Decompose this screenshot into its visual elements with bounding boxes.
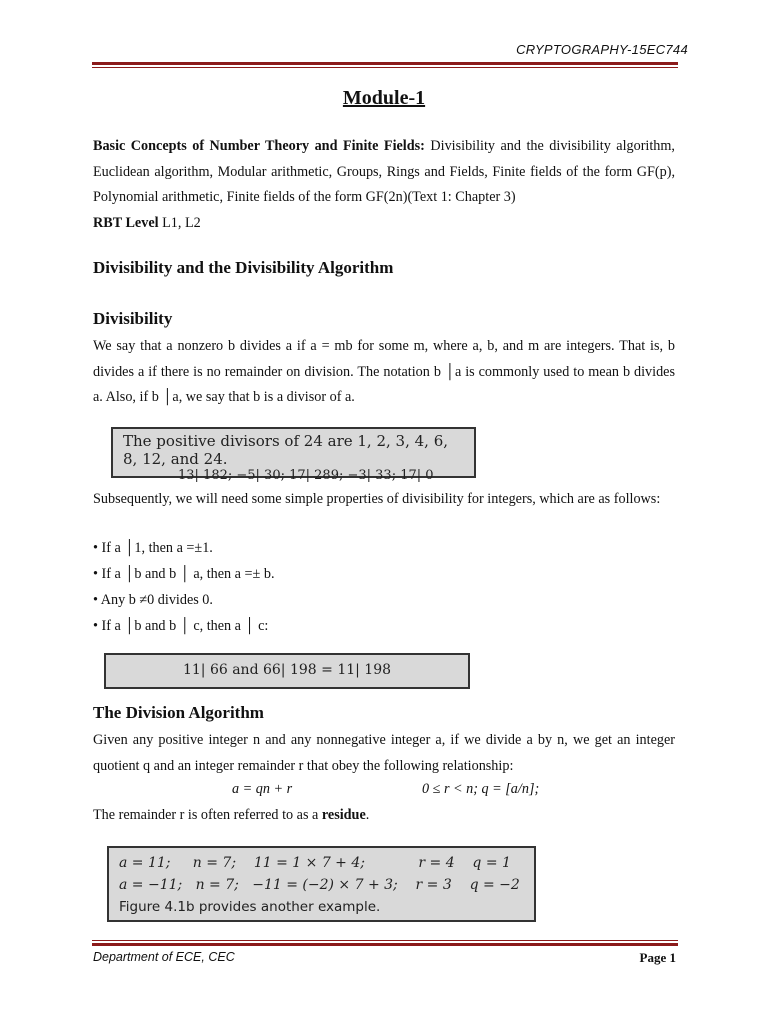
header-course-title: CRYPTOGRAPHY-15EC744	[516, 42, 688, 57]
header-rule-thin	[92, 67, 678, 68]
box1-line2: 13| 182; −5| 30; 17| 289; −3| 33; 17| 0	[178, 468, 434, 483]
header-rule	[92, 62, 678, 65]
divisibility-paragraph: We say that a nonzero b divides a if a = mb for some m, where a, b, and m are integers. That is, b divides a if there is no remainder on division. The notation b │a is commonly used to mean b divides a. Also, if b │a, we say that b is a divisor of a.	[93, 338, 675, 405]
syllabus-lead: Basic Concepts of Number Theory and Finite Fields:	[93, 138, 425, 154]
example-box-division	[107, 846, 536, 922]
example-box-transitive	[104, 653, 470, 689]
box3-row2: a = −11; n = 7; −11 = (−2) × 7 + 3; r = 3 q = −2	[119, 877, 520, 893]
properties-intro: Subsequently, we will need some simple properties of divisibility for integers, which are as follows:	[93, 491, 661, 507]
heading-division-algorithm: The Division Algorithm	[93, 703, 264, 722]
rbt-label: RBT Level	[93, 214, 159, 231]
division-paragraph: Given any positive integer n and any nonnegative integer a, if we divide a by n, we get an integer quotient q and an integer remainder r that obey the following relationship:	[93, 732, 675, 774]
property-bullet: • Any b ≠0 divides 0.	[93, 592, 213, 608]
footer-rule-thin	[92, 940, 678, 941]
footer-page-number: Page 1	[639, 950, 676, 965]
syllabus-text: Divisibility and the divisibility algorithm, Euclidean algorithm, Modular arithmetic, Groups, Rings and Fields, Finite fields of the form GF(p), Polynomial arithmetic, Finite fields of the form GF(2n)(Text 1: Chapter 3)	[93, 138, 675, 205]
box2-line1: 11| 66 and 66| 198 = 11| 198	[182, 662, 392, 678]
footer-department: Department of ECE, CEC	[93, 950, 235, 964]
equation-right: 0 ≤ r < n; q = [a/n];	[422, 781, 540, 797]
property-bullet: • If a │1, then a =±1.	[93, 540, 213, 556]
syllabus-paragraph	[93, 134, 675, 236]
module-title: Module-1	[342, 87, 426, 109]
residue-word: residue	[321, 807, 366, 823]
equation-left: a = qn + r	[232, 781, 293, 797]
box3-row3: Figure 4.1b provides another example.	[119, 899, 381, 915]
example-box-divisors	[111, 427, 476, 483]
heading-divisibility: Divisibility	[93, 309, 173, 328]
heading-divisibility-algorithm: Divisibility and the Divisibility Algorithm	[93, 258, 394, 277]
residue-post: .	[365, 807, 370, 823]
residue-paragraph	[93, 803, 675, 829]
box3-row1: a = 11; n = 7; 11 = 1 × 7 + 4; r = 4 q = 1	[119, 855, 511, 871]
rbt-value: L1, L2	[158, 214, 201, 231]
box1-line1: The positive divisors of 24 are 1, 2, 3, 4, 6, 8, 12, and 24.	[123, 432, 449, 468]
property-bullet: • If a │b and b │ c, then a │ c:	[93, 618, 269, 634]
residue-pre: The remainder r is often referred to as a	[93, 807, 322, 823]
footer-rule	[92, 943, 678, 946]
property-bullet: • If a │b and b │ a, then a =± b.	[93, 566, 275, 582]
